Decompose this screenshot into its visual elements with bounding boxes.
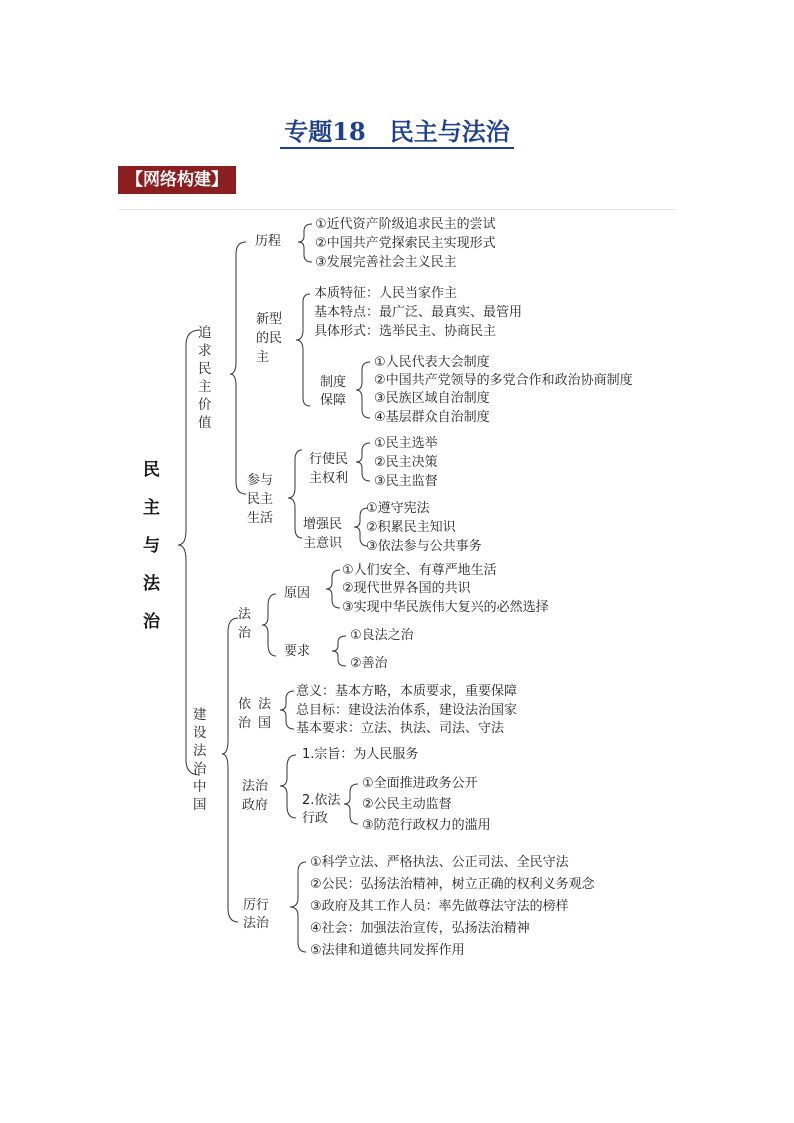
require-2: ②善治: [350, 656, 388, 671]
admin-label-2: 行政: [302, 811, 329, 826]
practice-item-2: ②公民：弘扬法治精神，树立正确的权利义务观念: [310, 877, 595, 892]
system-3: ③民族区域自治制度: [374, 391, 490, 406]
require-brace: [332, 636, 346, 666]
awareness-1: ①遵守宪法: [366, 501, 430, 516]
root-char-4: 法: [143, 574, 160, 594]
root-char-3: 与: [143, 536, 160, 556]
practice-item-5: ⑤法律和道德共同发挥作用: [310, 943, 465, 958]
admin-label-1: 2.依法: [302, 793, 341, 808]
practice-item-4: ④社会：加强法治宣传，弘扬法治精神: [310, 921, 530, 936]
reason-2: ②现代世界各国的共识: [342, 581, 471, 596]
system-label-2: 保障: [320, 393, 347, 408]
awareness-label-1: 增强民: [303, 517, 343, 532]
history-label: 历程: [255, 234, 282, 249]
page-title: [0, 112, 794, 147]
branch1-label: 追求民主价值: [198, 325, 212, 431]
system-1: ①人民代表大会制度: [374, 355, 490, 370]
branch2-label: 建设法治中国: [193, 707, 207, 813]
participation-label-3: 生活: [247, 511, 274, 526]
root-char-2: 主: [143, 498, 160, 518]
gov-label-2: 政府: [242, 798, 269, 813]
history-item-3: ③发展完善社会主义民主: [315, 255, 457, 270]
right-2: ②民主决策: [374, 455, 438, 470]
govern-brace: [280, 691, 294, 729]
right-1: ①民主选举: [374, 436, 438, 451]
newdemo-label-3: 主: [256, 350, 270, 365]
root-char-1: 民: [143, 460, 160, 480]
practice-item-3: ③政府及其工作人员：率先做尊法守法的榜样: [310, 899, 569, 914]
gov-label-1: 法治: [242, 779, 269, 794]
require-label: 要求: [284, 644, 311, 659]
govern-item-2: 总目标：建设法治体系，建设法治国家: [296, 703, 518, 718]
section-tag: 【网络构建】: [118, 166, 236, 194]
admin-2: ②公民主动监督: [362, 797, 452, 812]
gov-purpose: 1.宗旨：为人民服务: [302, 747, 419, 762]
gov-brace: [280, 755, 296, 818]
history-item-2: ②中国共产党探索民主实现形式: [315, 236, 496, 251]
practice-brace: [290, 862, 306, 952]
practice-label-1: 厉行: [243, 898, 270, 913]
branch2-brace: [222, 618, 238, 922]
practice-item-1: ①科学立法、严格执法、公正司法、全民守法: [310, 855, 569, 870]
system-2: ②中国共产党领导的多党合作和政治协商制度: [374, 373, 633, 388]
rights-label-2: 主权利: [309, 471, 349, 486]
awareness-label-2: 主意识: [303, 536, 343, 551]
feature-2: 基本特点：最广泛、最真实、最管用: [314, 305, 523, 320]
newdemo-label-2: 的民: [256, 331, 283, 346]
newdemo-brace: [296, 294, 310, 406]
reason-3: ③实现中华民族伟大复兴的必然选择: [342, 600, 549, 615]
govern-label-b-2: 国: [258, 716, 272, 731]
reason-label: 原因: [284, 586, 311, 601]
system-brace: [356, 362, 370, 418]
admin-3: ③防范行政权力的滥用: [362, 818, 491, 833]
feature-1: 本质特征：人民当家作主: [314, 286, 458, 301]
admin-brace: [344, 784, 358, 824]
root-char-5: 治: [143, 612, 160, 632]
participation-label-2: 民主: [247, 492, 274, 507]
require-1: ①良法之治: [350, 628, 414, 643]
right-3: ③民主监督: [374, 474, 438, 489]
admin-1: ①全面推进政务公开: [362, 776, 478, 791]
history-brace: [298, 224, 312, 262]
awareness-3: ③依法参与公共事务: [366, 539, 482, 554]
participation-label-1: 参与: [247, 473, 274, 488]
govern-label-b-1: 法: [258, 697, 272, 712]
system-label-1: 制度: [320, 375, 347, 390]
rights-label-1: 行使民: [309, 452, 349, 467]
rol-label-2: 治: [238, 626, 252, 641]
history-item-1: ①近代资产阶级追求民主的尝试: [315, 217, 496, 232]
participation-brace: [288, 450, 302, 538]
reason-brace: [326, 570, 340, 608]
reason-1: ①人们安全、有尊严地生活: [342, 563, 497, 578]
rol-brace: [262, 594, 276, 656]
govern-label-a-1: 依: [238, 697, 252, 712]
title-text: 专题18 民主与法治: [280, 117, 513, 149]
system-4: ④基层群众自治制度: [374, 410, 490, 425]
branch1-brace: [230, 242, 246, 494]
rol-label-1: 法: [238, 607, 252, 622]
practice-label-2: 法治: [243, 916, 270, 931]
govern-label-a-2: 治: [238, 716, 252, 731]
feature-3: 具体形式：选举民主、协商民主: [314, 324, 497, 339]
newdemo-label-1: 新型: [256, 312, 283, 327]
divider: [118, 209, 676, 210]
awareness-2: ②积累民主知识: [366, 520, 456, 535]
rights-brace: [356, 443, 370, 481]
govern-item-3: 基本要求：立法、执法、司法、守法: [296, 721, 505, 736]
govern-item-1: 意义：基本方略，本质要求，重要保障: [296, 684, 518, 699]
